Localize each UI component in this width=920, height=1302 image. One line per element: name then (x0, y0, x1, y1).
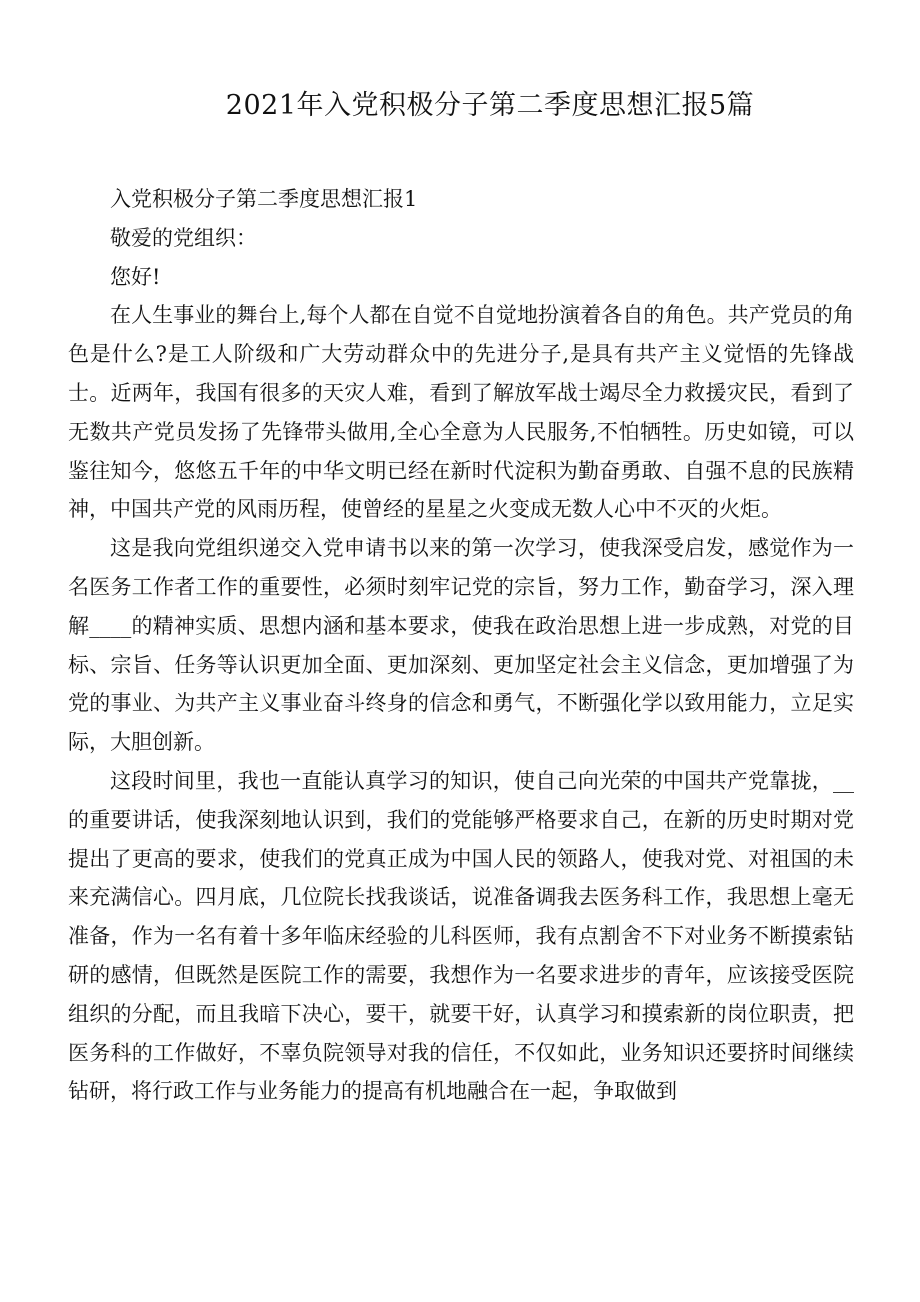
salutation: 敬爱的党组织： (110, 225, 257, 250)
section-heading: 入党积极分子第二季度思想汇报1 (110, 187, 418, 211)
body-paragraph-1: 在人生事业的舞台上,每个人都在自觉不自觉地扮演着各自的角色。共产党员的角色是什么?是工人阶级和广大劳动群众中的先进分子,是具有共产主义觉悟的先锋战士。近两年，我国有很多的天灾人难，看到了解放军战士竭尽全力救援灾民，看到了无数共产党员发扬了先锋带头做用,全心全意为人民服务,不怕牺牲。历史如镜，可以鉴往知今，悠悠五千年的中华文明已经在新时代淀积为勤奋勇敢、自强不息的民族精神，中国共产党的风雨历程，使曾经的星星之火变成无数人心中不灭的火炬。 (68, 303, 854, 522)
document-title: 2021年入党积极分子第二季度思想汇报5篇 (225, 90, 755, 121)
body-paragraph-3: 这段时间里，我也一直能认真学习的知识，使自己向光荣的中国共产党靠拢，__的重要讲话，使我深刻地认识到，我们的党能够严格要求自己，在新的历史时期对党提出了更高的要求，使我们的党真正成为中国人民的领路人，使我对党、对祖国的未来充满信心。四月底，几位院长找我谈话，说准备调我去医务科工作，我思想上毫无准备，作为一名有着十多年临床经验的儿科医师，我有点割舍不下对业务不断摸索钻研的感情，但既然是医院工作的需要，我想作为一名要求进步的青年，应该接受医院组织的分配，而且我暗下决心，要干，就要干好，认真学习和摸索新的岗位职责，把医务科的工作做好，不辜负院领导对我的信任，不仅如此，业务知识还要挤时间继续钻研，将行政工作与业务能力的提高有机地融合在一起，争取做到 (68, 768, 854, 1104)
body-paragraph-2: 这是我向党组织递交入党申请书以来的第一次学习，使我深受启发，感觉作为一名医务工作者工作的重要性，必须时刻牢记党的宗旨，努力工作，勤奋学习，深入理解____的精神实质、思想内涵和基本要求，使我在政治思想上进一步成熟，对党的目标、宗旨、任务等认识更加全面、更加深刻、更加坚定社会主义信念，更加增强了为党的事业、为共产主义事业奋斗终身的信念和勇气，不断强化学以致用能力，立足实际，大胆创新。 (68, 536, 854, 755)
greeting: 您好! (110, 264, 161, 289)
document-body (68, 180, 854, 1111)
